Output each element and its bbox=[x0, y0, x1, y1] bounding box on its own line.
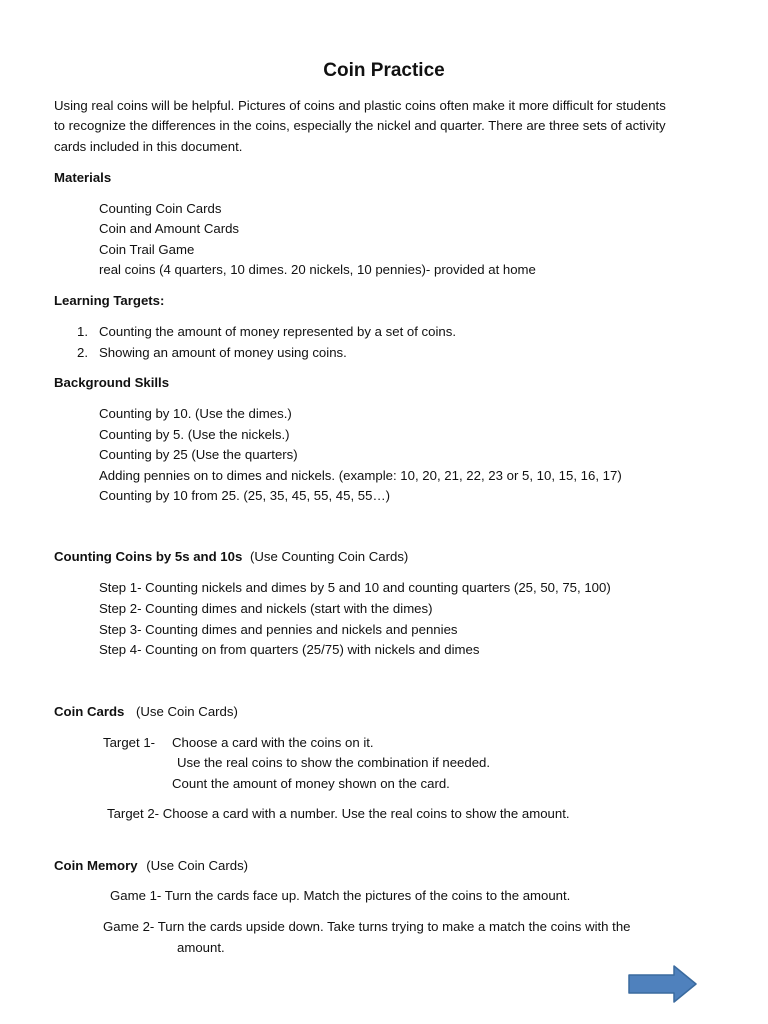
coin-cards-heading: Coin Cards bbox=[54, 704, 125, 719]
step-item: Step 4- Counting on from quarters (25/75) with nickels and dimes bbox=[99, 642, 480, 657]
target2-line: Target 2- Choose a card with a number. Use the real coins to show the amount. bbox=[107, 806, 570, 821]
page-title: Coin Practice bbox=[323, 60, 445, 81]
materials-item: Coin Trail Game bbox=[99, 242, 195, 257]
coin-cards-note: (Use Coin Cards) bbox=[136, 704, 238, 719]
learning-target-item: Counting the amount of money represented by a set of coins. bbox=[99, 324, 457, 339]
list-number: 2. bbox=[77, 345, 88, 360]
materials-item: Coin and Amount Cards bbox=[99, 221, 240, 236]
step-item: Step 3- Counting dimes and pennies and nickels and pennies bbox=[99, 622, 458, 637]
materials-item: real coins (4 quarters, 10 dimes. 20 nickels, 10 pennies)- provided at home bbox=[99, 262, 536, 277]
learning-targets-heading: Learning Targets: bbox=[54, 293, 165, 308]
right-arrow-icon[interactable] bbox=[628, 965, 698, 1005]
game2-line: Game 2- Turn the cards upside down. Take turns trying to make a match the coins with the bbox=[103, 919, 631, 934]
coin-memory-heading: Coin Memory bbox=[54, 858, 138, 873]
coin-memory-heading-row bbox=[54, 856, 248, 876]
skill-item: Counting by 10 from 25. (25, 35, 45, 55, 45, 55…) bbox=[99, 488, 391, 503]
target1-line: Choose a card with the coins on it. bbox=[172, 735, 374, 750]
intro-line: Using real coins will be helpful. Pictures of coins and plastic coins often make it more difficult for students bbox=[54, 98, 666, 113]
target1-line: Count the amount of money shown on the card. bbox=[172, 776, 450, 791]
skill-item: Counting by 5. (Use the nickels.) bbox=[99, 427, 290, 442]
step-item: Step 1- Counting nickels and dimes by 5 and 10 and counting quarters (25, 50, 75, 100) bbox=[99, 580, 611, 595]
intro-paragraph bbox=[54, 96, 724, 157]
coin-memory-note: (Use Coin Cards) bbox=[146, 858, 249, 873]
list-number: 1. bbox=[77, 324, 88, 339]
materials-heading: Materials bbox=[54, 170, 112, 185]
target1-line: Use the real coins to show the combination if needed. bbox=[177, 755, 491, 770]
step-item: Step 2- Counting dimes and nickels (start with the dimes) bbox=[99, 601, 433, 616]
right-arrow-shape bbox=[629, 966, 696, 1002]
materials-item: Counting Coin Cards bbox=[99, 201, 222, 216]
skill-item: Counting by 10. (Use the dimes.) bbox=[99, 406, 292, 421]
game1-line: Game 1- Turn the cards face up. Match the pictures of the coins to the amount. bbox=[110, 888, 571, 903]
intro-line: cards included in this document. bbox=[54, 138, 243, 154]
counting-coins-note: (Use Counting Coin Cards) bbox=[250, 549, 409, 564]
coin-cards-heading-row bbox=[54, 702, 238, 722]
background-skills-heading: Background Skills bbox=[54, 375, 170, 390]
right-arrow-graphic bbox=[628, 965, 698, 1005]
skill-item: Counting by 25 (Use the quarters) bbox=[99, 447, 298, 462]
game2-line-continued: amount. bbox=[177, 940, 225, 955]
counting-coins-heading: Counting Coins by 5s and 10s bbox=[54, 549, 243, 564]
skill-item: Adding pennies on to dimes and nickels. (example: 10, 20, 21, 22, 23 or 5, 10, 15, 16, 17) bbox=[99, 468, 622, 483]
intro-line: to recognize the differences in the coins, especially the nickel and quarter. There are three sets of activity bbox=[54, 118, 666, 134]
learning-target-item: Showing an amount of money using coins. bbox=[99, 345, 347, 360]
target1-label: Target 1- bbox=[103, 735, 156, 750]
counting-coins-heading-row bbox=[54, 547, 408, 567]
